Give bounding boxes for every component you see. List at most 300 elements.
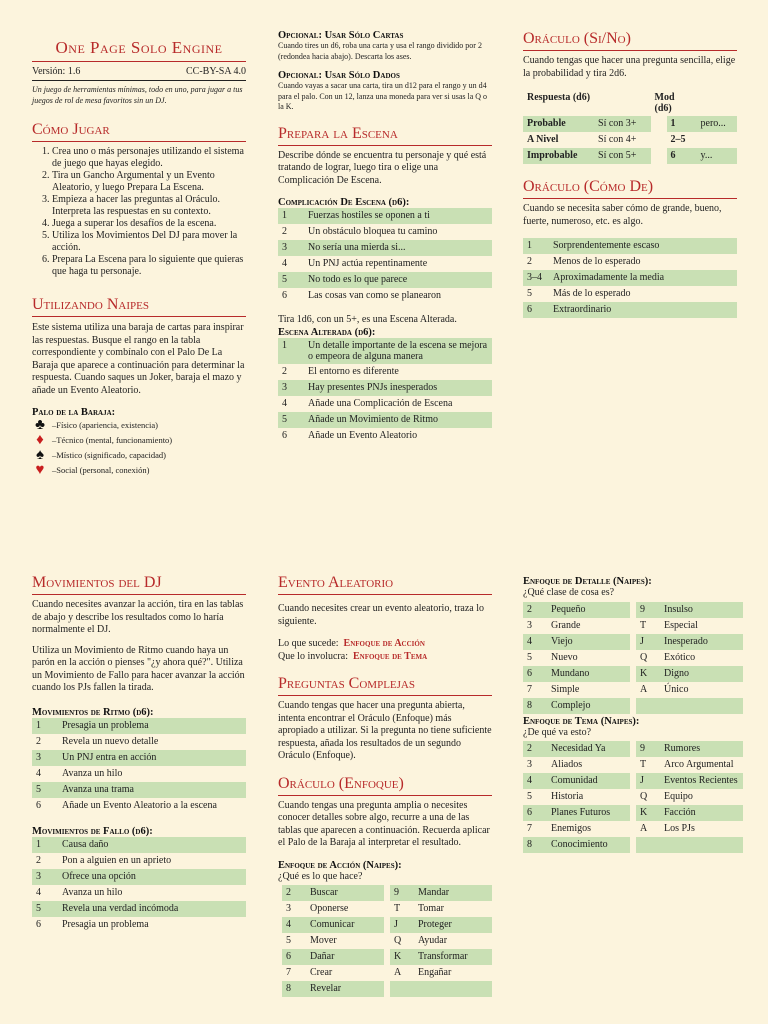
sino-b: Sí con 4+ [598,134,637,145]
fallo-row [32,901,246,917]
accion-roll: 2 [282,885,306,901]
evento-l2-value: Enfoque de Tema [352,650,428,662]
accion-roll: Q [394,935,402,946]
accion-result [414,981,492,997]
accion-roll: 5 [286,935,291,946]
accion-result: Oponerse [310,903,349,914]
tema-result: Los PJs [664,823,695,834]
version: Versión: 1.6 [32,66,81,77]
sino-a: Improbable [523,148,594,164]
hearts-icon: ♥ [35,462,45,478]
tema-roll: T [640,759,647,770]
como-row [523,238,737,254]
accion-roll: J [390,917,414,933]
evento-heading: Evento Aleatorio [278,574,492,595]
complicacion-row [278,288,492,304]
detalle-roll: 9 [636,602,660,618]
fallo-roll: 5 [32,901,58,917]
sino-row [523,132,737,148]
alterada-table [278,338,492,444]
detalle-result: Nuevo [551,651,578,663]
sino-row [523,148,737,164]
naipes-heading: Utilizando Naipes [32,296,246,317]
como-row [523,302,737,318]
tema-row [636,805,743,821]
accion-row [282,965,384,981]
accion-roll: K [390,949,414,965]
fallo-row [32,853,246,869]
detalle-roll: Q [640,651,648,663]
accion-roll: 3 [286,903,291,914]
ritmo-roll: 6 [36,799,41,811]
tema-result [660,837,743,853]
tema-row [523,741,630,757]
detalle-roll: J [636,634,660,650]
ritmo-row [32,766,246,782]
tema-row [523,805,630,821]
tema-roll: K [636,805,660,821]
detalle-row [636,650,743,666]
palo-item [32,448,246,463]
detalle-row [523,618,630,634]
palo-list [32,418,246,478]
fallo-result: Pon a alguien en un aprieto [62,854,172,866]
tema-roll: 7 [527,823,532,834]
tema-result: Necesidad Ya [547,741,630,757]
ritmo-row [32,718,246,734]
tema-result: Conocimiento [547,837,630,853]
como-jugar-step: 6. Prepara La Escena para lo siguiente que quieras que haga tu personaje. [52,254,246,278]
alterada-result: Hay presentes PNJs inesperados [304,380,492,396]
tema-row [523,789,630,805]
sino-m: 1 [667,116,697,132]
detalle-row [636,666,743,682]
ritmo-result: Añade un Evento Aleatorio a la escena [62,799,217,811]
tema-roll: 9 [636,741,660,757]
ritmo-result: Presagia un problema [58,718,246,734]
alterada-result: Añade una Complicación de Escena [308,397,453,409]
complicacion-row [278,240,492,256]
ritmo-result: Avanza una trama [58,782,246,798]
alterada-result: Añade un Evento Aleatorio [308,429,418,441]
detalle-roll: K [636,666,660,682]
ritmo-roll: 5 [32,782,58,798]
complejas-text: Cuando tengas que hacer una pregunta abierta, intenta encontrar el Oráculo (Enfoque) más apropiado a utilizar. Si la pregunta no tiene suficiente respuesta, añada los resultados de un segundo Oráculo (Enfoque). [278,700,492,761]
detalle-roll: 8 [523,698,547,714]
detalle-result: Especial [664,619,698,631]
solo-dados-heading: Opcional: Usar Sólo Dados [278,70,400,81]
complicacion-roll: 5 [278,272,304,288]
tema-result: Eventos Recientes [660,773,743,789]
accion-row [390,933,492,949]
fallo-roll: 4 [36,886,41,898]
accion-roll: 8 [282,981,306,997]
complicacion-roll: 1 [278,208,304,224]
detalle-roll: 5 [527,651,532,663]
como-roll: 2 [527,256,532,267]
detalle-result: Simple [551,683,580,695]
detalle-roll: 7 [527,683,532,695]
accion-row [390,965,492,981]
column-2-top [278,30,492,444]
tema-roll: 6 [523,805,547,821]
alterada-roll: 2 [282,365,287,377]
solo-cartas-text: Cuando tires un d6, roba una carta y usa el rango dividido por 2 (redondea hacia abajo). Descarta los ases. [278,41,482,61]
fallo-result: Presagia un problema [62,918,149,930]
como-row [523,286,737,302]
ritmo-roll: 4 [36,767,41,779]
detalle-result: Complejo [547,698,630,714]
alterada-text: Tira 1d6, con un 5+, es una Escena Alterada. [278,314,457,325]
detalle-result: Mundano [547,666,630,682]
alterada-roll: 5 [278,412,304,428]
palo-text: –Social (personal, conexión) [52,465,150,475]
detalle-roll: A [640,683,648,695]
alterada-roll: 3 [278,380,304,396]
tema-result: Planes Futuros [547,805,630,821]
clubs-icon: ♣ [35,417,45,433]
sino-mt: pero... [697,116,738,132]
column-3-bottom [523,576,743,853]
tema-row [636,789,743,805]
accion-result: Dañar [306,949,384,965]
como-roll: 6 [523,302,549,318]
alterada-row [278,428,492,444]
tema-question: ¿De qué va esto? [523,726,592,738]
evento-l1-value: Enfoque de Acción [343,638,425,649]
sino-m: 6 [667,148,697,164]
complicacion-heading: Complicación De Escena (d6): [278,197,410,208]
accion-result: Comunicar [306,917,384,933]
palo-item [32,418,246,433]
detalle-row [523,650,630,666]
detalle-result [660,698,743,714]
fallo-heading: Movimientos de Fallo (d6): [32,825,153,837]
tema-roll [636,837,660,853]
sino-a: A Nivel [527,134,559,145]
accion-row [282,885,384,901]
tema-roll: A [640,823,648,834]
tema-roll: 2 [523,741,547,757]
sino-a: Probable [523,116,594,132]
fallo-row [32,917,246,933]
accion-row [282,901,384,917]
accion-row [390,885,492,901]
tema-row [523,821,630,837]
alterada-result: El entorno es diferente [308,365,399,377]
detalle-row [636,618,743,634]
complicacion-result: Fuerzas hostiles se oponen a ti [304,208,492,224]
detalle-row [523,602,630,618]
accion-roll: 7 [286,967,291,978]
tema-roll: J [636,773,660,789]
tema-result: Enemigos [551,823,591,834]
detalle-row [636,698,743,714]
ritmo-result: Un PNJ entra en acción [58,750,246,766]
tema-result: Arco Argumental [664,759,734,770]
accion-question: ¿Qué es lo que hace? [278,870,363,882]
spacer [651,116,667,132]
enfoque-text: Cuando tengas una pregunta amplia o necesites conocer detalles sobre algo, recurre a una de las tablas que aparecen a continuación. Recuerda aplicar el Palo de la Baraja al interpretar el resultado. [278,799,490,848]
evento-l2: Que lo involucra: [278,650,348,662]
detalle-row [636,682,743,698]
como-result: Sorprendentemente escaso [549,238,737,254]
complicacion-roll: 6 [282,290,287,301]
ritmo-table [32,718,246,814]
version-line [32,66,246,77]
accion-result: Engañar [418,967,452,978]
alterada-row [278,412,492,428]
fallo-row [32,869,246,885]
accion-row [390,981,492,997]
fallo-result: Causa daño [58,837,246,853]
palo-heading: Palo de la Baraja: [32,407,116,418]
accion-result: Mover [310,935,337,946]
fallo-roll: 1 [32,837,58,853]
palo-text: –Físico (apariencia, existencia) [52,420,158,430]
fallo-result: Revela una verdad incómoda [58,901,246,917]
palo-item [32,463,246,478]
accion-result: Proteger [414,917,492,933]
tema-row [636,837,743,853]
como-roll: 3–4 [523,270,549,286]
fallo-table [32,837,246,933]
tema-table-right [636,741,743,853]
accion-row [282,933,384,949]
sino-m: 2–5 [670,134,686,145]
tema-result: Aliados [551,759,583,770]
accion-result: Transformar [414,949,492,965]
como-jugar-step: 5. Utiliza los Movimientos Del DJ para mover la acción. [52,230,246,254]
como-result: Aproximadamente la media [549,270,737,286]
fallo-roll: 2 [36,854,41,866]
detalle-result: Viejo [547,634,630,650]
sino-mt [697,132,738,148]
detalle-result: Único [664,683,689,695]
ritmo-heading: Movimientos de Ritmo (d6): [32,706,154,718]
tema-result: Facción [660,805,743,821]
detalle-row [636,602,743,618]
tema-roll: 4 [523,773,547,789]
palo-text: –Místico (significado, capacidad) [52,450,167,460]
sino-b: Sí con 5+ [594,148,650,164]
tema-result: Equipo [664,791,693,802]
alterada-result: Añade un Movimiento de Ritmo [304,412,492,428]
como-row [523,254,737,270]
column-1-top [32,38,246,478]
detalle-result: Exótico [664,651,696,663]
accion-roll: T [394,903,401,914]
escena-heading: Prepara la Escena [278,125,492,146]
accion-result: Tomar [418,903,444,914]
detalle-roll: 2 [523,602,547,618]
accion-roll: 6 [282,949,306,965]
tema-row [523,757,630,773]
escena-text: Describe dónde se encuentra tu personaje y qué está tratando de lograr, luego tira o elige una Complicación De Escena. [278,149,487,186]
accion-row [390,949,492,965]
alterada-roll: 6 [282,429,287,441]
palo-item [32,433,246,448]
como-jugar-list [32,146,246,278]
tema-row [636,821,743,837]
complicacion-row [278,256,492,272]
complicacion-table [278,208,492,304]
detalle-result: Digno [660,666,743,682]
spacer [651,132,667,148]
detalle-table-left [523,602,630,714]
accion-roll: A [394,967,402,978]
como-result: Más de lo esperado [553,288,631,299]
tema-roll: Q [640,791,648,802]
fallo-row [32,837,246,853]
fallo-row [32,885,246,901]
oraculo-sino-heading: Oráculo (Si/No) [523,30,737,51]
alterada-row [278,338,492,364]
tema-table-left [523,741,630,853]
alterada-roll: 1 [278,338,304,364]
detalle-row [523,666,630,682]
accion-result: Ayudar [418,935,448,946]
detalle-roll [636,698,660,714]
tema-result: Historia [551,791,584,802]
intro-text: Un juego de herramientas mínimas, todo en uno, para jugar a tus juegos de rol de mesa favoritos sin un DJ. [32,85,243,105]
alterada-roll: 4 [282,397,287,409]
como-row [523,270,737,286]
fallo-result: Ofrece una opción [58,869,246,885]
complicacion-row [278,208,492,224]
fallo-result: Avanza un hilo [62,886,123,898]
detalle-roll: 6 [523,666,547,682]
complicacion-result: No sería una mierda si... [304,240,492,256]
diamonds-icon: ♦ [36,432,44,448]
detalle-row [523,698,630,714]
como-result: Extraordinario [549,302,737,318]
detalle-result: Inesperado [660,634,743,650]
como-result: Menos de lo esperado [553,256,641,267]
alterada-row [278,380,492,396]
como-jugar-heading: Cómo Jugar [32,121,246,142]
page-title: One Page Solo Engine [32,38,246,62]
detalle-roll: 4 [523,634,547,650]
detalle-row [523,634,630,650]
alterada-row [278,396,492,412]
mov-dj-heading: Movimientos del DJ [32,574,246,595]
evento-line-2 [278,651,492,664]
mov-dj-text1: Cuando necesites avanzar la acción, tira en las tablas de abajo y describe los resultados como lo haría normalmente el DJ. [32,599,244,635]
evento-text: Cuando necesites crear un evento aleatorio, traza lo siguiente. [278,603,485,627]
como-jugar-step: 4. Juega a superar los desafíos de la escena. [52,218,246,230]
evento-l1: Lo que sucede: [278,638,339,649]
ritmo-row [32,782,246,798]
accion-row [282,981,384,997]
complicacion-row [278,224,492,240]
evento-line-1 [278,638,492,651]
accion-row [282,917,384,933]
detalle-roll: T [640,619,647,631]
como-jugar-step: 1. Crea uno o más personajes utilizando el sistema de juego que hayas elegido. [52,146,246,170]
column-1-bottom [32,574,246,933]
mov-dj-text2: Utiliza un Movimiento de Ritmo cuando haya un parón en la acción o pienses "¿y ahora qué?". Utiliza un Movimiento de Fallo para hacer avanzar la acción cuando los PJs fallen la tirada. [32,644,245,693]
tema-row [523,773,630,789]
solo-dados-text: Cuando vayas a sacar una carta, tira un d12 para el rango y un d4 para el palo. Con un 12, lanza una moneda para ver si usas la Q o la K. [278,81,488,111]
column-2-bottom [278,574,492,997]
como-roll: 1 [523,238,549,254]
tema-roll: 8 [523,837,547,853]
accion-row [282,949,384,965]
fallo-roll: 6 [36,918,41,930]
como-jugar-step: 3. Empieza a hacer las preguntas al Oráculo. Interpreta las respuestas en su contexto. [52,194,246,218]
detalle-row [523,682,630,698]
sino-b: Sí con 3+ [594,116,650,132]
ritmo-roll: 3 [32,750,58,766]
spacer [651,148,667,164]
accion-row [390,917,492,933]
tema-row [636,773,743,789]
alterada-result: Un detalle importante de la escena se mejora o empeora de alguna manera [304,338,492,364]
tema-row [523,837,630,853]
spades-icon: ♠ [36,447,44,463]
detalle-result: Grande [551,619,581,631]
naipes-text: Este sistema utiliza una baraja de cartas para inspirar las respuestas. Busque el rango en la tabla correspondiente y combínalo con el Palo De La Baraja que aparece a continuación para determinar la respuesta. Cuando saques un Joker, baraja el mazo y añade un Evento Aleatorio. [32,322,245,396]
detalle-result: Pequeño [547,602,630,618]
detalle-question: ¿Qué clase de cosa es? [523,587,615,598]
solo-cartas-heading: Opcional: Usar Sólo Cartas [278,30,404,41]
tema-row [636,741,743,757]
resp-header: Respuesta (d6) [527,92,591,103]
accion-roll [390,981,414,997]
license: CC-BY-SA 4.0 [185,66,246,77]
detalle-table-right [636,602,743,714]
ritmo-result: Revela un nuevo detalle [62,735,159,747]
complicacion-result: No todo es lo que parece [304,272,492,288]
accion-result: Revelar [306,981,384,997]
oraculo-como-text: Cuando se necesita saber cómo de grande, bueno, fuerte, numeroso, etc. es algo. [523,203,722,227]
accion-result: Crear [310,967,333,978]
oraculo-sino-text: Cuando tengas que hacer una pregunta sencilla, elige la probabilidad y tira 2d6. [523,55,736,79]
accion-result: Buscar [306,885,384,901]
tema-heading: Enfoque de Tema (Naipes): [523,715,640,727]
ritmo-roll: 1 [32,718,58,734]
mod-header: Mod (d6) [654,92,675,114]
accion-table-right [390,885,492,997]
enfoque-heading: Oráculo (Enfoque) [278,775,492,796]
tema-roll: 5 [527,791,532,802]
complejas-heading: Preguntas Complejas [278,675,492,696]
tema-row [636,757,743,773]
accion-roll: 4 [282,917,306,933]
complicacion-roll: 2 [282,226,287,237]
oraculo-sino-table [523,90,737,164]
sino-mt: y... [697,148,738,164]
ritmo-roll: 2 [36,735,41,747]
tema-result: Comunidad [547,773,630,789]
ritmo-row [32,750,246,766]
detalle-row [636,634,743,650]
detalle-result: Insulso [660,602,743,618]
complicacion-roll: 4 [282,258,287,269]
accion-row [390,901,492,917]
como-roll: 5 [527,288,532,299]
complicacion-result: Un PNJ actúa repentinamente [308,258,428,269]
oraculo-como-table [523,238,737,318]
accion-table-left [282,885,384,997]
column-3-top [523,30,737,318]
palo-text: –Técnico (mental, funcionamiento) [52,435,173,445]
ritmo-row [32,798,246,814]
complicacion-result: Un obstáculo bloquea tu camino [308,226,438,237]
alterada-row [278,364,492,380]
accion-heading: Enfoque de Acción (Naipes): [278,859,402,871]
